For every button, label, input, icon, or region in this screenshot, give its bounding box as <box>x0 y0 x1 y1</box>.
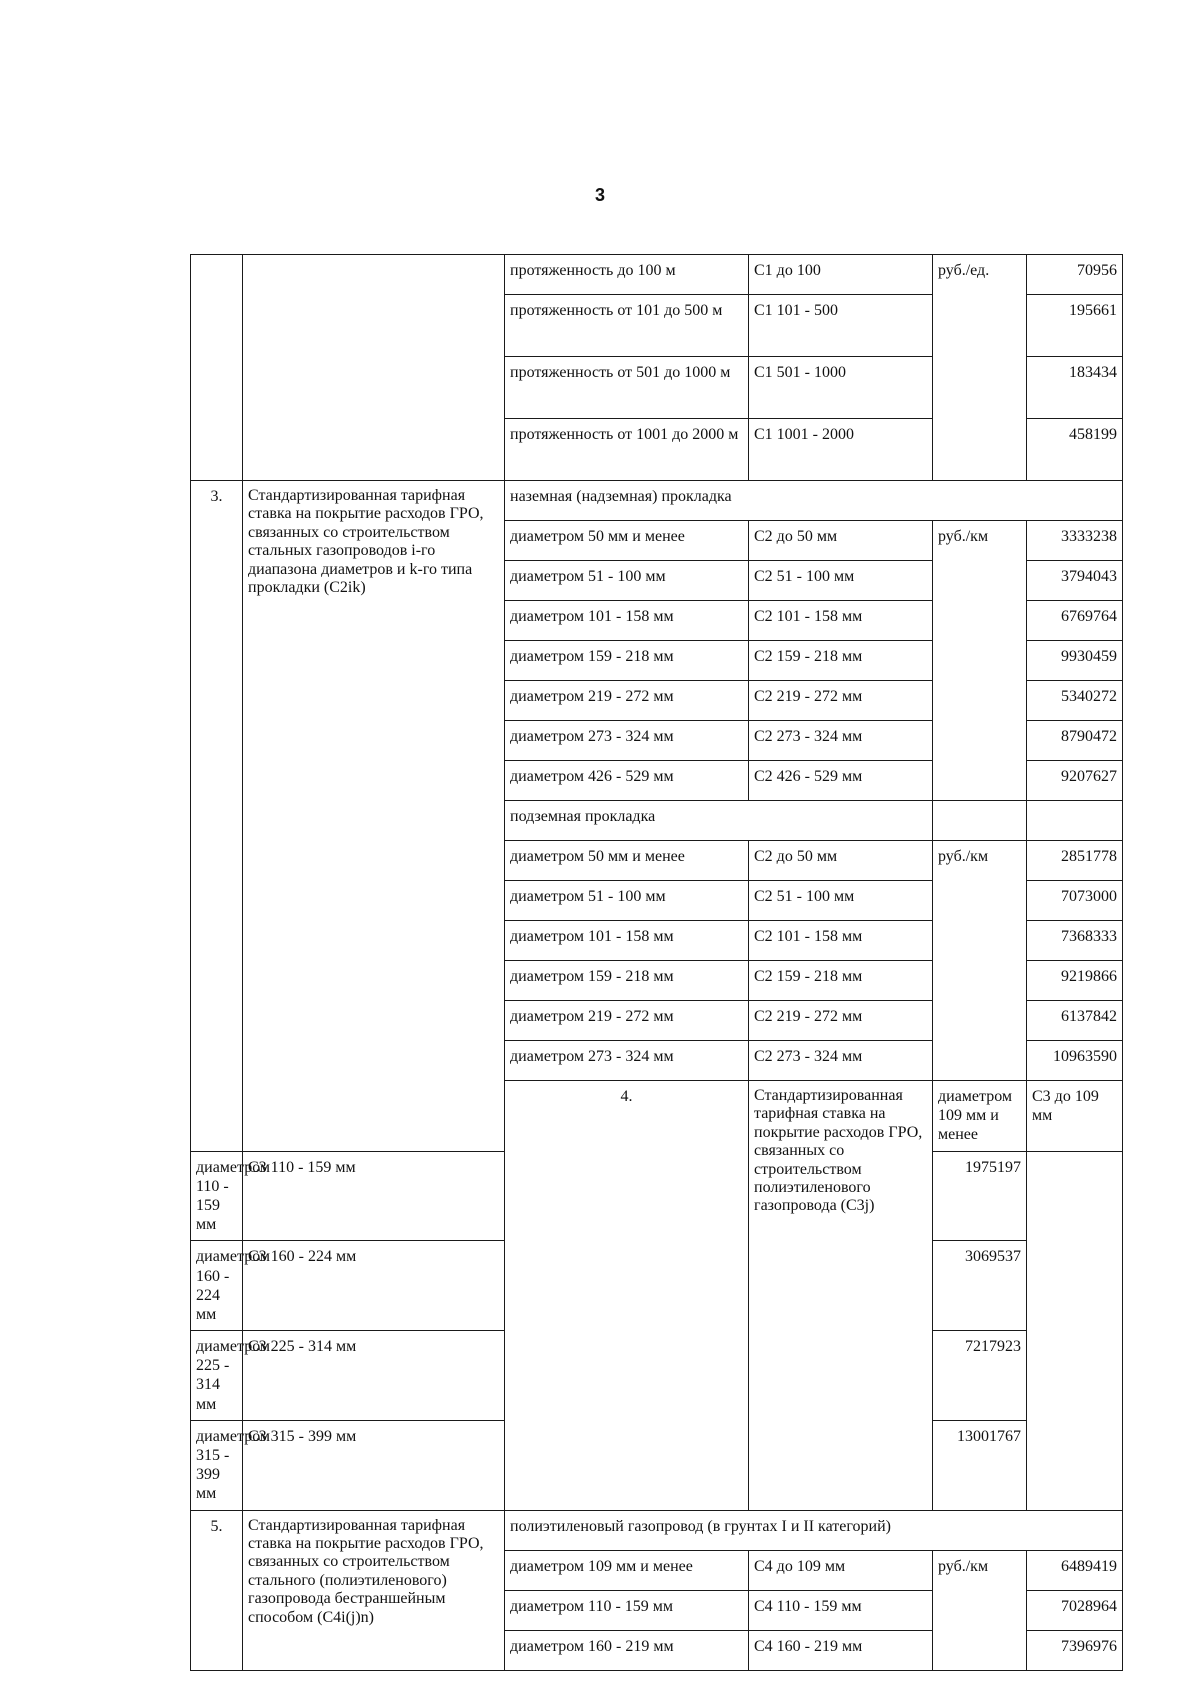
param-cell: диаметром 219 - 272 мм <box>505 681 749 721</box>
param-cell: диаметром 109 мм и менее <box>505 1550 749 1590</box>
value-cell: 6769764 <box>1027 601 1123 641</box>
code-cell: С2 219 - 272 мм <box>749 681 933 721</box>
code-cell: С4 до 109 мм <box>749 1550 933 1590</box>
value-cell: 7028964 <box>1027 1590 1123 1630</box>
param-cell: диаметром 159 - 218 мм <box>505 641 749 681</box>
value-cell: 9219866 <box>1027 961 1123 1001</box>
code-cell: С2 101 - 158 мм <box>749 921 933 961</box>
code-cell: С1 до 100 <box>749 255 933 295</box>
row-number-cell <box>191 255 243 481</box>
empty-cell <box>1027 801 1123 841</box>
value-cell: 195661 <box>1027 295 1123 357</box>
row-number-cell: 4. <box>505 1081 749 1511</box>
param-cell: протяженность до 100 м <box>505 255 749 295</box>
param-cell: диаметром 101 - 158 мм <box>505 921 749 961</box>
subsection-heading: полиэтиленовый газопровод (в грунтах I и II категорий) <box>505 1510 1123 1550</box>
subsection-heading: подземная прокладка <box>505 801 933 841</box>
value-cell: 9930459 <box>1027 641 1123 681</box>
code-cell: С2 101 - 158 мм <box>749 601 933 641</box>
param-cell: диаметром 159 - 218 мм <box>505 961 749 1001</box>
param-cell: диаметром 315 - 399 мм <box>191 1420 243 1510</box>
code-cell: С4 110 - 159 мм <box>749 1590 933 1630</box>
code-cell: С3 110 - 159 мм <box>243 1151 505 1241</box>
unit-cell: руб./км <box>933 1550 1027 1670</box>
code-cell: С1 1001 - 2000 <box>749 419 933 481</box>
param-cell: диаметром 273 - 324 мм <box>505 1041 749 1081</box>
code-cell: С2 51 - 100 мм <box>749 561 933 601</box>
unit-cell: руб./ед. <box>933 255 1027 481</box>
code-cell: С2 426 - 529 мм <box>749 761 933 801</box>
param-cell: диаметром 273 - 324 мм <box>505 721 749 761</box>
value-cell: 70956 <box>1027 255 1123 295</box>
param-cell: диаметром 110 - 159 мм <box>505 1590 749 1630</box>
value-cell: 7368333 <box>1027 921 1123 961</box>
page-number: 3 <box>594 185 605 205</box>
rate-name-cell <box>243 255 505 481</box>
value-cell: 5340272 <box>1027 681 1123 721</box>
code-cell: С3 до 109 мм <box>1027 1081 1123 1152</box>
param-cell: диаметром 160 - 219 мм <box>505 1630 749 1670</box>
param-cell: диаметром 219 - 272 мм <box>505 1001 749 1041</box>
code-cell: С4 160 - 219 мм <box>749 1630 933 1670</box>
tariff-table <box>190 254 1123 1671</box>
subsection-heading: наземная (надземная) прокладка <box>505 481 1123 521</box>
table-row <box>191 481 1123 521</box>
row-number-cell: 3. <box>191 481 243 1152</box>
code-cell: С3 315 - 399 мм <box>243 1420 505 1510</box>
code-cell: С2 219 - 272 мм <box>749 1001 933 1041</box>
value-cell: 7073000 <box>1027 881 1123 921</box>
value-cell: 10963590 <box>1027 1041 1123 1081</box>
code-cell: С2 159 - 218 мм <box>749 961 933 1001</box>
value-cell: 8790472 <box>1027 721 1123 761</box>
param-cell: протяженность от 1001 до 2000 м <box>505 419 749 481</box>
param-cell: диаметром 51 - 100 мм <box>505 881 749 921</box>
unit-cell: руб./км <box>933 521 1027 801</box>
param-cell: диаметром 109 мм и менее <box>933 1081 1027 1152</box>
param-cell: протяженность от 101 до 500 м <box>505 295 749 357</box>
value-cell: 7217923 <box>933 1331 1027 1421</box>
code-cell: С1 101 - 500 <box>749 295 933 357</box>
empty-cell <box>933 801 1027 841</box>
unit-cell: руб./км <box>933 841 1027 1081</box>
value-cell: 2851778 <box>1027 841 1123 881</box>
value-cell: 458199 <box>1027 419 1123 481</box>
code-cell: С2 до 50 мм <box>749 521 933 561</box>
value-cell: 13001767 <box>933 1420 1027 1510</box>
param-cell: протяженность от 501 до 1000 м <box>505 357 749 419</box>
code-cell: С2 273 - 324 мм <box>749 721 933 761</box>
code-cell: С3 160 - 224 мм <box>243 1241 505 1331</box>
code-cell: С2 273 - 324 мм <box>749 1041 933 1081</box>
param-cell: диаметром 51 - 100 мм <box>505 561 749 601</box>
row-number-cell: 5. <box>191 1510 243 1670</box>
value-cell: 3794043 <box>1027 561 1123 601</box>
value-cell: 3333238 <box>1027 521 1123 561</box>
value-cell: 183434 <box>1027 357 1123 419</box>
param-cell: диаметром 50 мм и менее <box>505 841 749 881</box>
value-cell: 3069537 <box>933 1241 1027 1331</box>
param-cell: диаметром 225 - 314 мм <box>191 1331 243 1421</box>
code-cell: С3 225 - 314 мм <box>243 1331 505 1421</box>
table-row <box>191 255 1123 295</box>
rate-name-cell: Стандартизированная тарифная ставка на покрытие расходов ГРО, связанных со строительством стального (полиэтиленового) газопровода бестраншейным способом (С4i(j)n) <box>243 1510 505 1670</box>
code-cell: С1 501 - 1000 <box>749 357 933 419</box>
rate-name-cell: Стандартизированная тарифная ставка на покрытие расходов ГРО, связанных со строительством стальных газопроводов i-го диапазона диаметров и k-го типа прокладки (С2ik) <box>243 481 505 1152</box>
value-cell: 6137842 <box>1027 1001 1123 1041</box>
code-cell: С2 159 - 218 мм <box>749 641 933 681</box>
param-cell: диаметром 426 - 529 мм <box>505 761 749 801</box>
value-cell: 6489419 <box>1027 1550 1123 1590</box>
value-cell: 7396976 <box>1027 1630 1123 1670</box>
rate-name-cell: Стандартизированная тарифная ставка на покрытие расходов ГРО, связанных со строительством полиэтиленового газопровода (С3j) <box>749 1081 933 1511</box>
value-cell: 1975197 <box>933 1151 1027 1241</box>
code-cell: С2 до 50 мм <box>749 841 933 881</box>
code-cell: С2 51 - 100 мм <box>749 881 933 921</box>
value-cell: 9207627 <box>1027 761 1123 801</box>
param-cell: диаметром 160 - 224 мм <box>191 1241 243 1331</box>
param-cell: диаметром 50 мм и менее <box>505 521 749 561</box>
table-row <box>191 1510 1123 1550</box>
param-cell: диаметром 110 - 159 мм <box>191 1151 243 1241</box>
param-cell: диаметром 101 - 158 мм <box>505 601 749 641</box>
